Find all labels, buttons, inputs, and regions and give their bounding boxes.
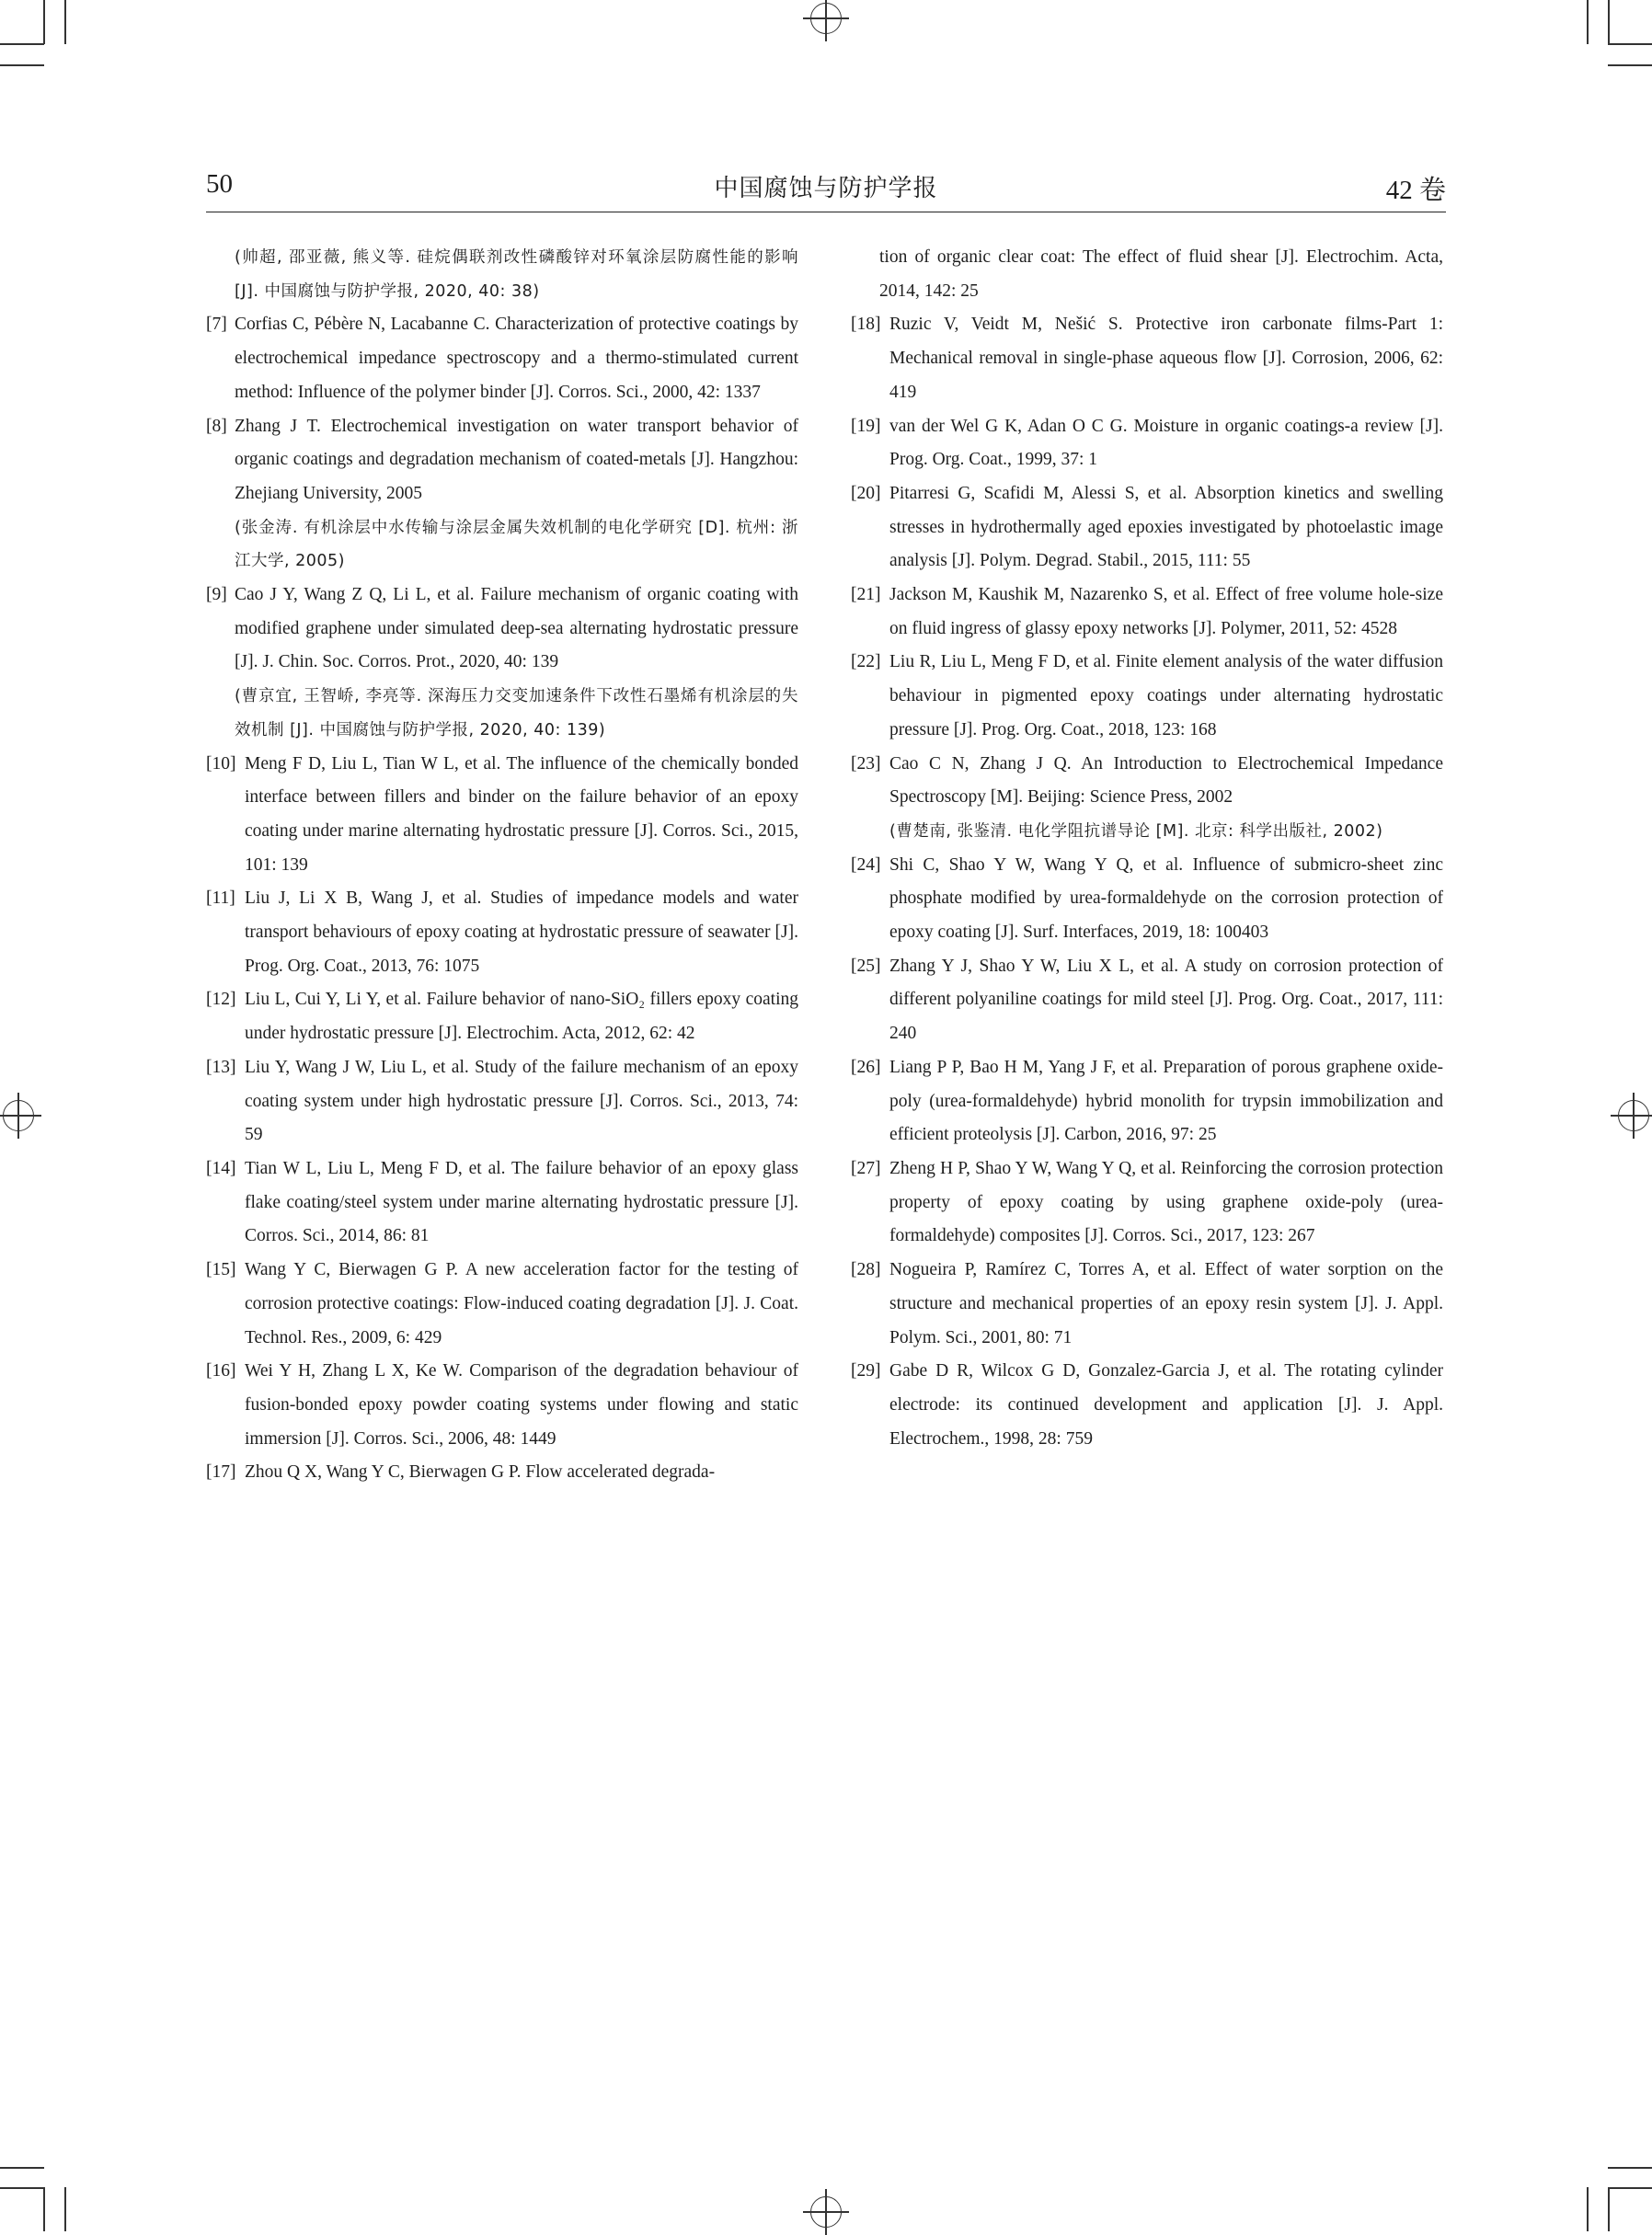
reference-entry — [206, 1254, 798, 1355]
reference-number: [29] — [851, 1361, 881, 1381]
crop-mark-bl-v2 — [64, 2187, 66, 2231]
crop-mark-tl-h — [0, 43, 44, 45]
reference-number: [24] — [851, 854, 881, 875]
registration-mark-bottom — [803, 2189, 849, 2235]
reference-text: Ruzic V, Veidt M, Nešić S. Protective iron carbonate films-Part 1: Mechanical removal in single-phase aqueous flow [J]. Corrosion, 2006, 62: 419 — [889, 315, 1443, 402]
reference-number: [8] — [206, 416, 227, 436]
reference-text: Cao C N, Zhang J Q. An Introduction to Electrochemical Impedance Spectroscopy [M]. Beijing: Science Press, 2002 — [889, 753, 1443, 808]
reference-text: Jackson M, Kaushik M, Nazarenko S, et al. Effect of free volume hole-size on fluid ingress of glassy epoxy networks [J]. Polymer, 2011, 52: 4528 — [889, 585, 1443, 638]
reference-text: Pitarresi G, Scafidi M, Alessi S, et al. Absorption kinetics and swelling stresses in hydrothermally aged epoxies investigated by photoelastic image analysis [J]. Polym. Degrad. Stabil., 2015, 111: 55 — [889, 483, 1443, 571]
reference-entry — [851, 308, 1443, 409]
reference-entry — [851, 410, 1443, 477]
reference-text: Corfias C, Pébère N, Lacabanne C. Characterization of protective coatings by electrochemical impedance spectroscopy and a thermo-stimulated current method: Influence of the polymer binder [J]. Corros. Sci., 2000, 42: 1337 — [235, 315, 798, 402]
reference-number: [19] — [851, 416, 881, 436]
reference-entry — [851, 950, 1443, 1051]
crop-mark-tl-v — [43, 0, 45, 44]
volume-label: 42 卷 — [1385, 176, 1446, 205]
registration-mark-right — [1611, 1093, 1652, 1139]
reference-number: [26] — [851, 1057, 881, 1077]
reference-number: [20] — [851, 483, 881, 503]
crop-mark-br-v2 — [1608, 2187, 1610, 2231]
crop-mark-tr-h — [1608, 43, 1652, 45]
crop-mark-bl-v — [43, 2187, 45, 2231]
running-header — [206, 166, 1446, 212]
reference-entry — [851, 748, 1443, 849]
reference-number: [27] — [851, 1158, 881, 1178]
reference-text: Liu Y, Wang J W, Liu L, et al. Study of the failure mechanism of an epoxy coating system under high hydrostatic pressure [J]. Corros. Sci., 2013, 74: 59 — [245, 1057, 798, 1145]
registration-mark-top — [803, 0, 849, 41]
reference-number: [23] — [851, 753, 881, 774]
reference-number: [16] — [206, 1361, 236, 1381]
reference-entry — [206, 1152, 798, 1254]
page-number: 50 — [206, 169, 233, 199]
reference-number: [22] — [851, 652, 881, 672]
reference-text: Liang P P, Bao H M, Yang J F, et al. Preparation of porous graphene oxide-poly (urea-formaldehyde) hybrid monolith for trypsin immobilization and efficient proteolysis [J]. Carbon, 2016, 97: 25 — [889, 1057, 1443, 1145]
reference-text: Meng F D, Liu L, Tian W L, et al. The influence of the chemically bonded interface between fillers and binder on the failure behavior of an epoxy coating under marine alternating hydrostatic pressure [J]. Corros. Sci., 2015, 101: 139 — [245, 753, 798, 875]
reference-entry — [206, 1355, 798, 1456]
reference-entry — [206, 983, 798, 1050]
reference-entry — [851, 1152, 1443, 1254]
reference-text: Wei Y H, Zhang L X, Ke W. Comparison of the degradation behaviour of fusion-bonded epoxy powder coating systems under flowing and static immersion [J]. Corros. Sci., 2006, 48: 1449 — [245, 1361, 798, 1449]
reference-column-right — [851, 241, 1443, 1456]
reference-column-left — [206, 241, 798, 1490]
reference-chinese-translation: (张金涛. 有机涂层中水传输与涂层金属失效机制的电化学研究 [D]. 杭州: 浙江大学, 2005) — [235, 518, 798, 571]
reference-entry — [206, 579, 798, 748]
crop-mark-tr-v — [1587, 0, 1589, 44]
reference-text: Zhang Y J, Shao Y W, Liu X L, et al. A study on corrosion protection of different polyaniline coatings for mild steel [J]. Prog. Org. Coat., 2017, 111: 240 — [889, 956, 1443, 1044]
reference-number: [13] — [206, 1057, 236, 1077]
reference-text: Liu R, Liu L, Meng F D, et al. Finite element analysis of the water diffusion behaviour in pigmented epoxy coatings under alternating hydrostatic pressure [J]. Prog. Org. Coat., 2018, 123: 168 — [889, 652, 1443, 739]
reference-text: Wang Y C, Bierwagen G P. A new acceleration factor for the testing of corrosion protective coatings: Flow-induced coating degradation [J]. J. Coat. Technol. Res., 2009, 6: 429 — [245, 1260, 798, 1347]
reference-number: [12] — [206, 990, 236, 1010]
reference-number: [11] — [206, 888, 235, 909]
reference-entry — [851, 241, 1443, 308]
reference-text: Liu J, Li X B, Wang J, et al. Studies of impedance models and water transport behaviours of epoxy coating at hydrostatic pressure of seawater [J]. Prog. Org. Coat., 2013, 76: 1075 — [245, 888, 798, 976]
reference-text: Zhang J T. Electrochemical investigation on water transport behavior of organic coatings and degradation mechanism of coated-metals [J]. Hangzhou: Zhejiang University, 2005 — [235, 416, 798, 503]
reference-entry — [851, 1051, 1443, 1152]
reference-number: [25] — [851, 956, 881, 976]
reference-entry — [851, 849, 1443, 950]
reference-entry — [206, 1051, 798, 1152]
reference-number: [9] — [206, 585, 227, 605]
reference-entry — [206, 1456, 798, 1490]
reference-text: Cao J Y, Wang Z Q, Li L, et al. Failure mechanism of organic coating with modified graphene under simulated deep-sea alternating hydrostatic pressure [J]. J. Chin. Soc. Corros. Prot., 2020, 40: 139 — [235, 585, 798, 672]
reference-chinese-translation: (曹楚南, 张鉴清. 电化学阻抗谱导论 [M]. 北京: 科学出版社, 2002) — [889, 821, 1383, 841]
crop-mark-tl-h2 — [0, 64, 44, 66]
reference-entry — [851, 1355, 1443, 1456]
reference-number: [10] — [206, 753, 236, 774]
crop-mark-br-h2 — [1608, 2187, 1652, 2189]
reference-text: Zheng H P, Shao Y W, Wang Y Q, et al. Reinforcing the corrosion protection property of epoxy coating by using graphene oxide-poly (urea-formaldehyde) composites [J]. Corros. Sci., 2017, 123: 267 — [889, 1158, 1443, 1246]
reference-entry — [851, 646, 1443, 747]
reference-entry — [206, 241, 798, 308]
crop-mark-tr-v2 — [1608, 0, 1610, 44]
reference-entry — [851, 1254, 1443, 1355]
reference-number: [15] — [206, 1260, 236, 1280]
crop-mark-tl-v2 — [64, 0, 66, 44]
reference-text: Nogueira P, Ramírez C, Torres A, et al. Effect of water sorption on the structure and mechanical properties of an epoxy resin system [J]. J. Appl. Polym. Sci., 2001, 80: 71 — [889, 1260, 1443, 1347]
crop-mark-bl-h — [0, 2167, 44, 2169]
reference-text: van der Wel G K, Adan O C G. Moisture in organic coatings-a review [J]. Prog. Org. Coat., 1999, 37: 1 — [889, 416, 1443, 470]
reference-number: [7] — [206, 315, 227, 335]
reference-text: Liu L, Cui Y, Li Y, et al. Failure behavior of nano-SiO₂ fillers epoxy coating under hydrostatic pressure [J]. Electrochim. Acta, 2012, 62: 42 — [245, 990, 798, 1044]
registration-mark-left — [0, 1093, 41, 1139]
reference-chinese-translation: (帅超, 邵亚薇, 熊义等. 硅烷偶联剂改性磷酸锌对环氧涂层防腐性能的影响 [J]. 中国腐蚀与防护学报, 2020, 40: 38) — [235, 248, 798, 301]
reference-text: Tian W L, Liu L, Meng F D, et al. The failure behavior of an epoxy glass flake coating/steel system under marine alternating hydrostatic pressure [J]. Corros. Sci., 2014, 86: 81 — [245, 1158, 798, 1246]
reference-entry — [851, 579, 1443, 646]
crop-mark-br-h — [1608, 2167, 1652, 2169]
reference-entry — [206, 308, 798, 409]
reference-text: Gabe D R, Wilcox G D, Gonzalez-Garcia J, et al. The rotating cylinder electrode: its continued development and application [J]. J. Appl. Electrochem., 1998, 28: 759 — [889, 1361, 1443, 1449]
reference-entry — [206, 882, 798, 983]
crop-mark-br-v — [1587, 2187, 1589, 2231]
reference-entry — [206, 410, 798, 579]
reference-number: [18] — [851, 315, 881, 335]
journal-title: 中国腐蚀与防护学报 — [714, 175, 938, 202]
reference-number: [17] — [206, 1462, 236, 1483]
reference-number: [21] — [851, 585, 881, 605]
reference-text: Shi C, Shao Y W, Wang Y Q, et al. Influence of submicro-sheet zinc phosphate modified by urea-formaldehyde on the corrosion protection of epoxy coating [J]. Surf. Interfaces, 2019, 18: 100403 — [889, 854, 1443, 943]
reference-number: [14] — [206, 1158, 236, 1178]
crop-mark-tr-h2 — [1608, 64, 1652, 66]
reference-text: tion of organic clear coat: The effect of fluid shear [J]. Electrochim. Acta, 2014, 142: 25 — [879, 247, 1443, 301]
reference-entry — [851, 477, 1443, 579]
reference-number: [28] — [851, 1260, 881, 1280]
reference-chinese-translation: (曹京宜, 王智峤, 李亮等. 深海压力交变加速条件下改性石墨烯有机涂层的失效机制 [J]. 中国腐蚀与防护学报, 2020, 40: 139) — [235, 687, 798, 739]
reference-text: Zhou Q X, Wang Y C, Bierwagen G P. Flow accelerated degrada- — [245, 1462, 716, 1483]
reference-entry — [206, 748, 798, 883]
crop-mark-bl-h2 — [0, 2187, 44, 2189]
